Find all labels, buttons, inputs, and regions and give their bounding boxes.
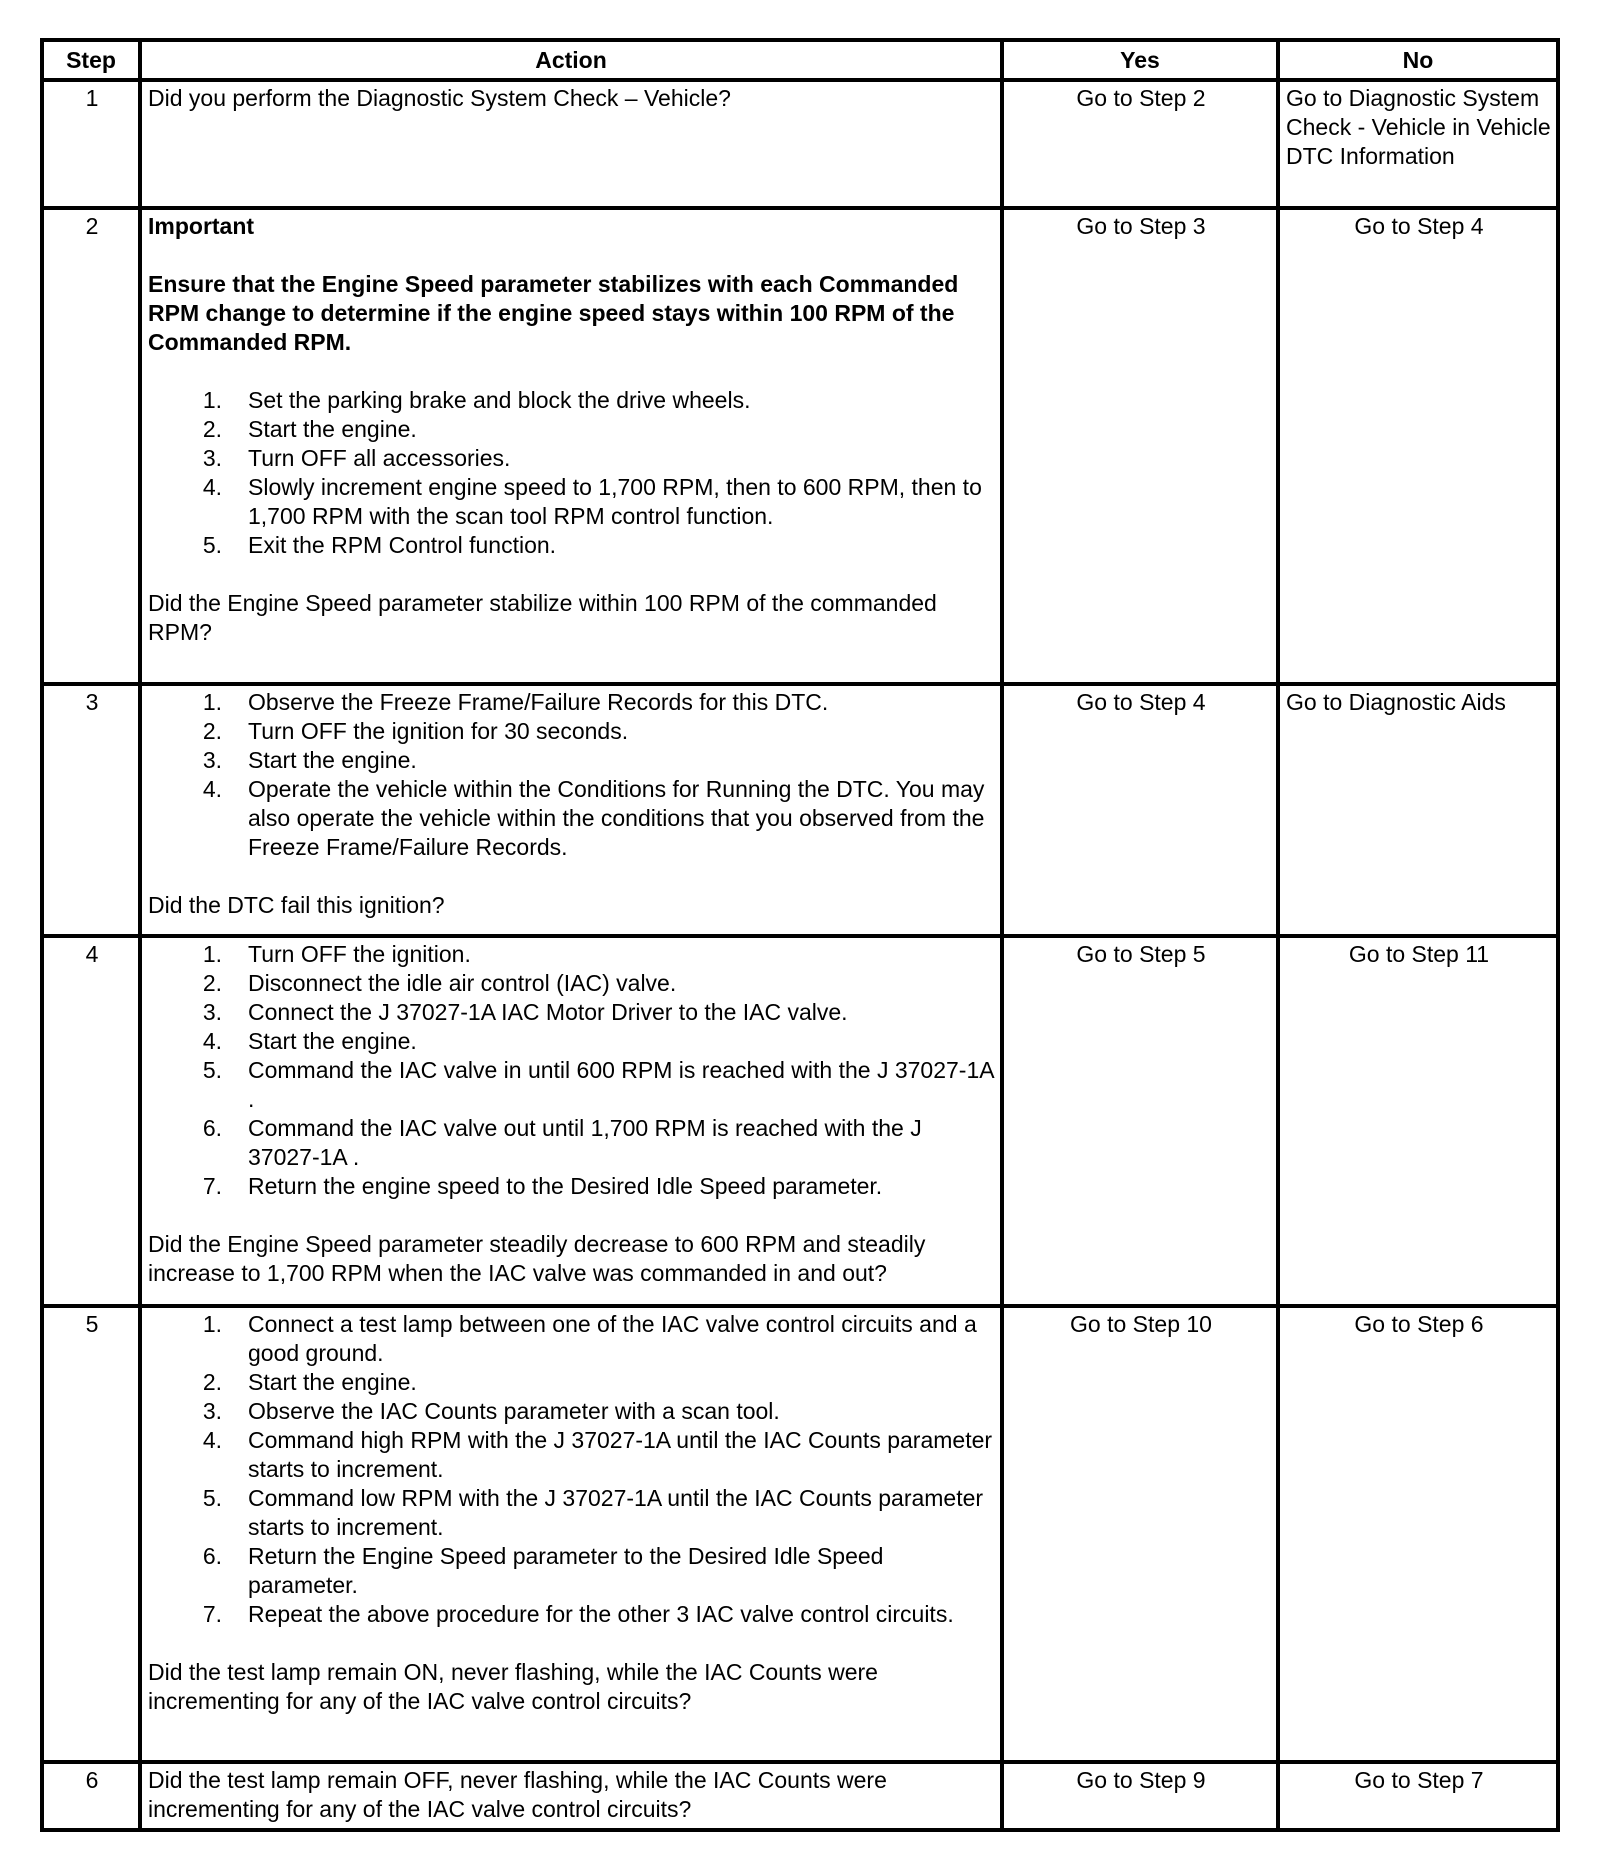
yes-link[interactable]: Go to Step 4	[1002, 684, 1278, 936]
yes-link[interactable]: Go to Step 9	[1002, 1762, 1278, 1830]
question-text: Did the Engine Speed parameter stabilize within 100 RPM of the commanded RPM?	[148, 590, 937, 645]
important-title: Important	[148, 213, 255, 239]
list-item: 2. Turn OFF the ignition for 30 seconds.	[202, 718, 629, 744]
action-cell	[140, 80, 1002, 208]
table-row	[42, 1306, 1558, 1762]
step-number: 1	[42, 80, 140, 208]
list-item: 4. Command high RPM with the J 37027-1A until the IAC Counts parameter starts to increment.	[202, 1427, 993, 1482]
question-text: Did the Engine Speed parameter steadily decrease to 600 RPM and steadily increase to 1,700 RPM when the IAC valve was commanded in and out?	[148, 1231, 926, 1286]
procedure-list	[148, 1310, 996, 1629]
list-item: 2. Start the engine.	[202, 1369, 417, 1395]
header-yes: Yes	[1002, 40, 1278, 80]
action-cell	[140, 208, 1002, 684]
list-item: 3. Connect the J 37027-1A IAC Motor Driver to the IAC valve.	[202, 999, 848, 1025]
step-number: 6	[42, 1762, 140, 1830]
action-cell	[140, 1762, 1002, 1830]
question-text: Did the test lamp remain ON, never flashing, while the IAC Counts were incrementing for any of the IAC valve control circuits?	[148, 1659, 878, 1714]
question-text: Did the DTC fail this ignition?	[148, 892, 445, 918]
table-row	[42, 208, 1558, 684]
no-link[interactable]: Go to Step 11	[1278, 936, 1558, 1306]
header-action: Action	[140, 40, 1002, 80]
important-text: Ensure that the Engine Speed parameter stabilizes with each Commanded RPM change to determine if the engine speed stays within 100 RPM of the Commanded RPM.	[148, 271, 959, 355]
yes-link[interactable]: Go to Step 3	[1002, 208, 1278, 684]
list-item: 4. Slowly increment engine speed to 1,700 RPM, then to 600 RPM, then to 1,700 RPM with the scan tool RPM control function.	[202, 474, 982, 529]
list-item: 7. Repeat the above procedure for the other 3 IAC valve control circuits.	[202, 1601, 954, 1627]
list-item: 3. Start the engine.	[202, 747, 417, 773]
list-item: 1. Turn OFF the ignition.	[202, 941, 471, 967]
step-number: 5	[42, 1306, 140, 1762]
list-item: 6. Return the Engine Speed parameter to the Desired Idle Speed parameter.	[202, 1543, 884, 1598]
list-item: 1. Connect a test lamp between one of the IAC valve control circuits and a good ground.	[202, 1311, 977, 1366]
action-cell	[140, 936, 1002, 1306]
list-item: 6. Command the IAC valve out until 1,700 RPM is reached with the J 37027-1A .	[202, 1115, 922, 1170]
list-item: 3. Observe the IAC Counts parameter with a scan tool.	[202, 1398, 780, 1424]
header-step: Step	[42, 40, 140, 80]
list-item: 7. Return the engine speed to the Desired Idle Speed parameter.	[202, 1173, 883, 1199]
yes-link[interactable]: Go to Step 2	[1002, 80, 1278, 208]
step-number: 2	[42, 208, 140, 684]
step-number: 3	[42, 684, 140, 936]
header-row	[42, 40, 1558, 80]
list-item: 3. Turn OFF all accessories.	[202, 445, 511, 471]
list-item: 5. Exit the RPM Control function.	[202, 532, 557, 558]
table-row	[42, 936, 1558, 1306]
list-item: 4. Operate the vehicle within the Conditions for Running the DTC. You may also operate the vehicle within the conditions that you observed from the Freeze Frame/Failure Records.	[202, 776, 985, 860]
no-link[interactable]: Go to Diagnostic Aids	[1278, 684, 1558, 936]
action-cell	[140, 684, 1002, 936]
procedure-list	[148, 386, 996, 560]
yes-link[interactable]: Go to Step 5	[1002, 936, 1278, 1306]
no-link[interactable]: Go to Step 4	[1278, 208, 1558, 684]
list-item: 1. Observe the Freeze Frame/Failure Records for this DTC.	[202, 689, 829, 715]
table-row	[42, 80, 1558, 208]
procedure-list	[148, 940, 996, 1201]
procedure-list	[148, 688, 996, 862]
yes-link[interactable]: Go to Step 10	[1002, 1306, 1278, 1762]
no-link[interactable]: Go to Step 6	[1278, 1306, 1558, 1762]
list-item: 1. Set the parking brake and block the drive wheels.	[202, 387, 751, 413]
step-number: 4	[42, 936, 140, 1306]
list-item: 5. Command the IAC valve in until 600 RPM is reached with the J 37027-1A .	[202, 1057, 994, 1112]
diagnostic-table	[40, 38, 1560, 1832]
no-link[interactable]: Go to Diagnostic System Check - Vehicle in Vehicle DTC Information	[1278, 80, 1558, 208]
question-text: Did you perform the Diagnostic System Check – Vehicle?	[148, 85, 731, 111]
diagnostic-page	[40, 38, 1556, 1832]
action-cell	[140, 1306, 1002, 1762]
header-no: No	[1278, 40, 1558, 80]
list-item: 4. Start the engine.	[202, 1028, 417, 1054]
table-row	[42, 1762, 1558, 1830]
table-row	[42, 684, 1558, 936]
list-item: 2. Start the engine.	[202, 416, 417, 442]
question-text: Did the test lamp remain OFF, never flashing, while the IAC Counts were incrementing for any of the IAC valve control circuits?	[148, 1767, 887, 1822]
no-link[interactable]: Go to Step 7	[1278, 1762, 1558, 1830]
list-item: 5. Command low RPM with the J 37027-1A until the IAC Counts parameter starts to increment.	[202, 1485, 984, 1540]
list-item: 2. Disconnect the idle air control (IAC) valve.	[202, 970, 677, 996]
